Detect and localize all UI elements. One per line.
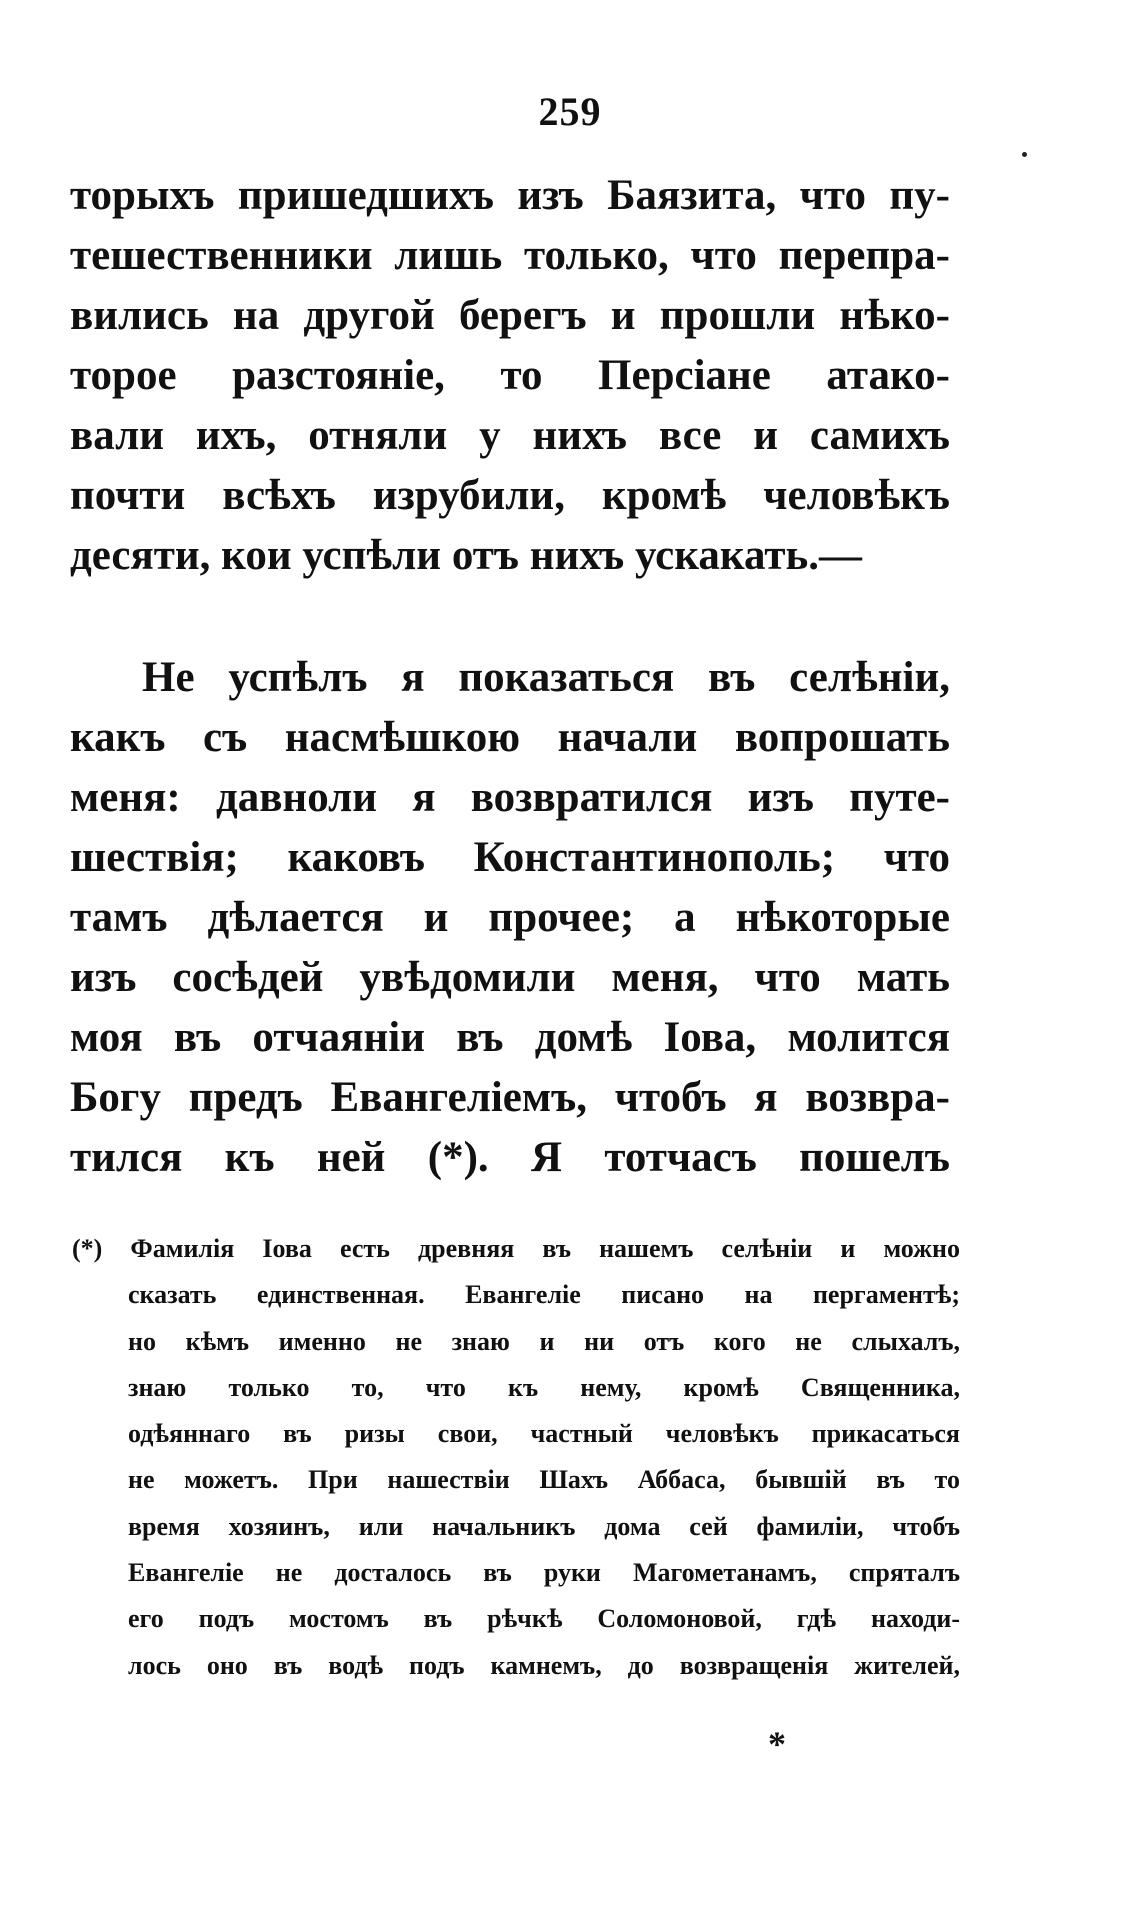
text-line: меня: давноли я возвратился изъ путе- (70, 774, 950, 821)
footnote-line: но кѣмъ именно не знаю и ни отъ кого не слыхалъ, (128, 1326, 960, 1356)
paragraph-1 (70, 166, 950, 586)
footnote-line: (*) Фамилія Іова есть древняя въ нашемъ селѣніи и можно (72, 1234, 960, 1263)
footnote-line: знаю только то, что къ нему, кромѣ Священника, (128, 1372, 960, 1402)
footnote-line: его подъ мостомъ въ рѣчкѣ Соломоновой, гдѣ находи- (128, 1604, 960, 1634)
text-line: Богу предъ Евангеліемъ, чтобъ я возвра- (70, 1074, 950, 1121)
text-line: вали ихъ, отняли у нихъ все и самихъ (70, 412, 950, 459)
page-number: 259 (538, 89, 602, 134)
footnote-line: сказать единственная. Евангеліе писано на пергаментѣ; (128, 1280, 960, 1310)
text-line: торое разстояніе, то Персіане атако- (70, 352, 950, 399)
text-line: Не успѣлъ я показаться въ селѣніи, (142, 654, 950, 701)
text-line: десяти, кои успѣли отъ нихъ ускакать.— (70, 532, 862, 579)
paragraph-2 (70, 648, 950, 1188)
footnote-line: не можетъ. При нашествіи Шахъ Аббаса, бывшій въ то (128, 1465, 960, 1495)
text-line: моя въ отчаяніи въ домѣ Іова, молится (70, 1014, 950, 1061)
ink-speck (1022, 152, 1027, 157)
text-line: вились на другой берегъ и прошли нѣко- (70, 292, 950, 339)
text-line: тился къ ней (*). Я тотчасъ пошелъ (70, 1134, 950, 1181)
footnote-line: Евангеліе не досталось въ руки Магометанамъ, спряталъ (128, 1558, 960, 1588)
text-line: тамъ дѣлается и прочее; а нѣкоторые (70, 894, 950, 941)
footnote (72, 1226, 960, 1689)
footnote-line: время хозяинъ, или начальникъ дома сей фамиліи, чтобъ (128, 1511, 960, 1541)
text-line: торыхъ пришедшихъ изъ Баязита, что пу- (70, 172, 950, 219)
text-line: изъ сосѣдей увѣдомили меня, что мать (70, 954, 950, 1001)
text-line: какъ съ насмѣшкою начали вопрошать (70, 714, 950, 761)
footnote-line: одѣяннаго въ ризы свои, частный человѣкъ прикасаться (128, 1419, 960, 1449)
text-line: шествія; каковъ Константинополь; что (70, 834, 950, 881)
text-line: тешественники лишь только, что перепра- (70, 232, 950, 279)
footnote-line: лось оно въ водѣ подъ камнемъ, до возвращенія жителей, (128, 1650, 960, 1680)
text-line: почти всѣхъ изрубили, кромѣ человѣкъ (70, 472, 950, 519)
catchword: * (768, 1724, 786, 1764)
main-text (70, 166, 950, 1188)
